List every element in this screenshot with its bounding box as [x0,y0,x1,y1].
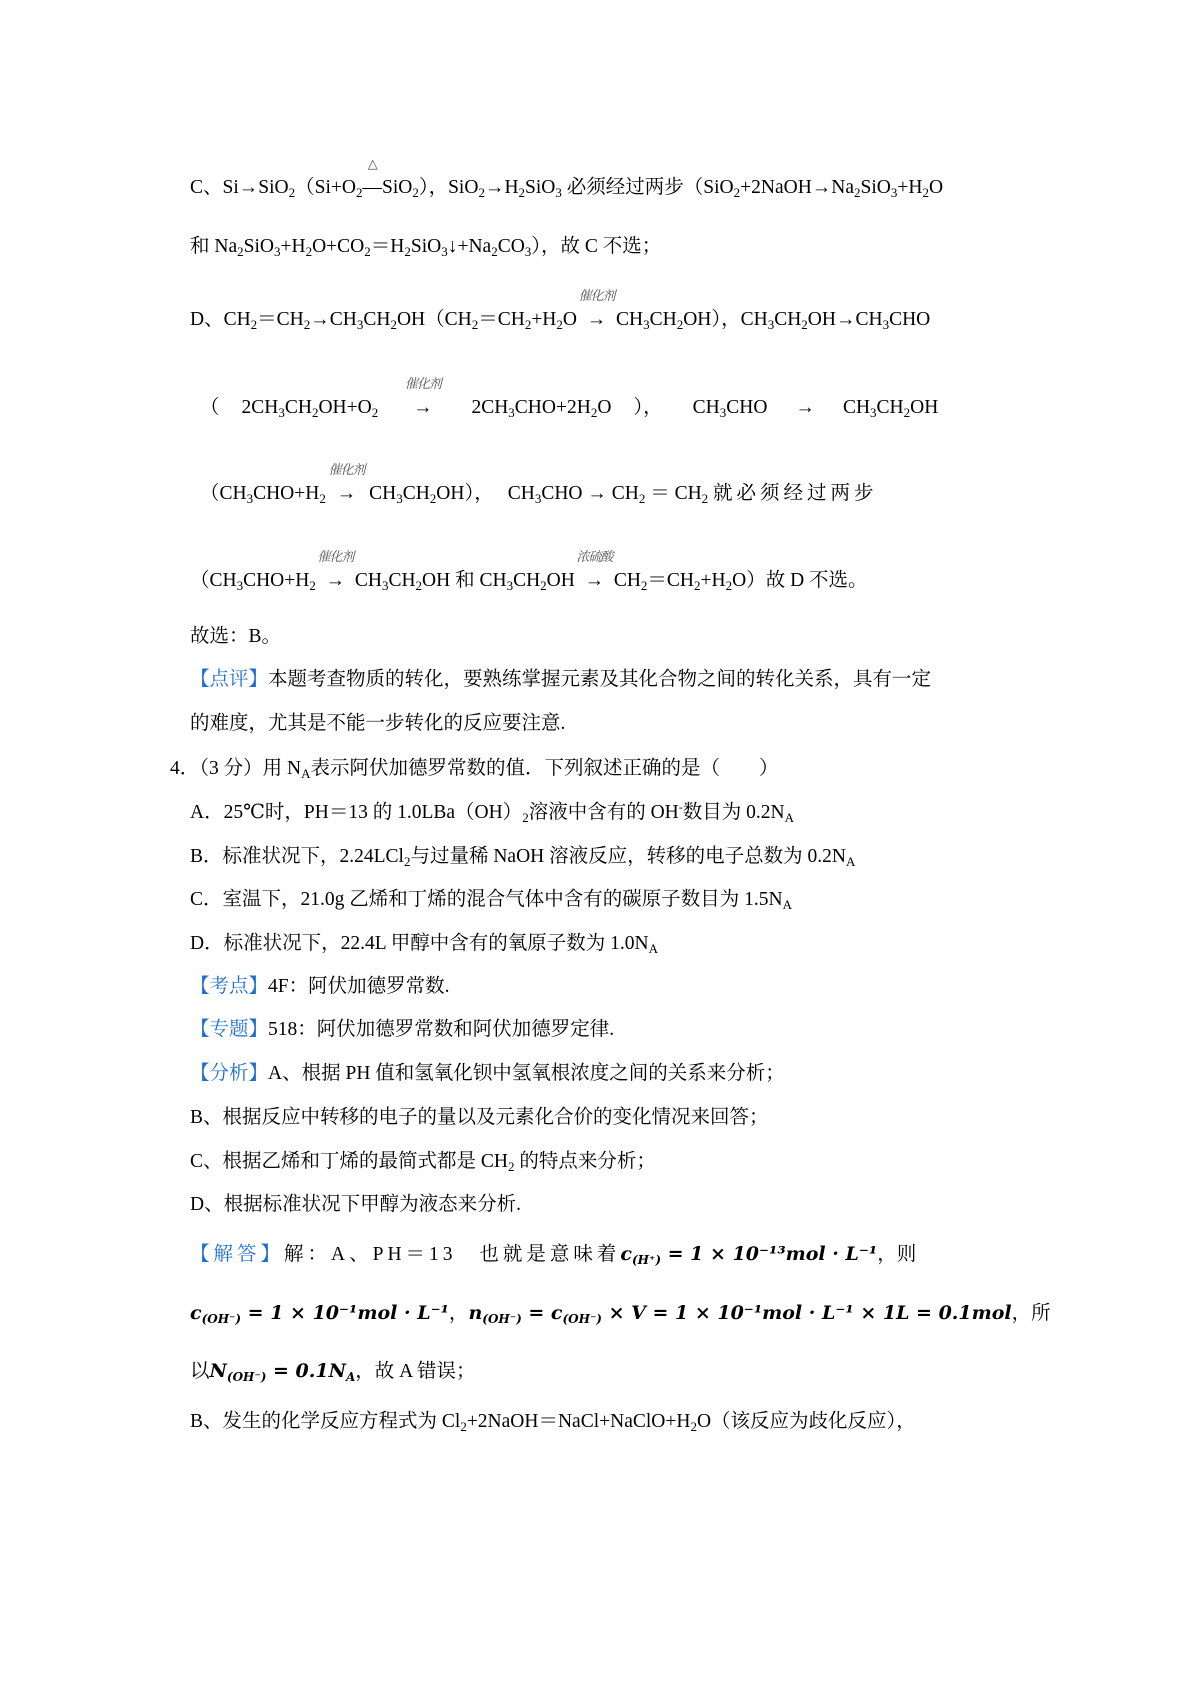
catalyst-label: 催化剂 [578,288,615,303]
question-4-stem: 4．（3 分）用 $N_A$表示阿伏加德罗常数的值．下列叙述正确的是（ ） [170,758,779,781]
fenxi-tag: 【分析】 [190,1063,269,1084]
option-d: D．标准状况下，22.4L 甲醇中含有的氧原子数为 $1.0N_A$ [190,933,658,956]
option-c: C．室温下，21.0g 乙烯和丁烯的混合气体中含有的碳原子数目为 $1.5N_A$ [190,889,792,912]
fenxi-line-3: C、根据乙烯和丁烯的最简式都是 $CH_2$ 的特点来分析； [190,1151,656,1174]
zhuanti: 【专题】518：阿伏加德罗常数和阿伏加德罗定律. [190,1019,615,1040]
formula-h-conc: $c_{(H^+)} = 1 \times 10^{-13}mol \cdot L^{-1}$ [620,1243,878,1267]
option-b: B．标准状况下，2.24LCl$_2$与过量稀 NaOH 溶液反应，转移的电子总数为 $0.2N_A$ [190,846,856,869]
solution-c-line-2: 和 $Na_2SiO_3+H_2O+CO_2=H_2SiO_3↓+Na_2CO_3$），故 C 不选； [190,236,662,259]
solution-c-line-1: C、$Si\to SiO_2(Si+O_2$ △ ―SiO$_2$），$SiO_2\to H_2SiO_3$ 必须经过两步（$SiO_2+2NaOH\to Na_2SiO_3+H_2O$ [190,176,943,200]
kaodian-tag: 【考点】 [190,976,269,997]
catalyst-label: 催化剂 [404,376,441,391]
formula-oh-moles: $n_{(OH^-)} = c_{(OH^-)} \times V = 1 \times 10^{-1}mol \cdot L^{-1} \times 1L = 0.1mol$ [468,1302,1012,1326]
fenxi-line-1: 【分析】A、根据 PH 值和氢氧化钡中氢氧根浓度之间的关系来分析； [190,1063,785,1084]
answer-choice: 故选：B。 [190,626,282,647]
zhuanti-tag: 【专题】 [190,1019,269,1040]
kaodian: 【考点】4F：阿伏加德罗常数. [190,976,450,997]
jieda-tag: 【解答】 [190,1244,285,1265]
formula-oh-number: $N_{(OH^-)} = 0.1N_A$ [209,1360,356,1384]
jieda-line-1: 【解答】解：A、PH＝13 也就是意味着$c_{(H^+)} = 1 \times 10^{-13}mol \cdot L^{-1}$，则 [190,1243,917,1267]
conc-sulfuric-label: 浓硫酸 [576,549,613,564]
fenxi-line-4: D、根据标准状况下甲醇为液态来分析. [190,1194,521,1215]
catalyst-label: 催化剂 [317,549,354,564]
jieda-line-3: 以$N_{(OH^-)} = 0.1N_A$，故 A 错误； [190,1360,476,1384]
comment-tag: 【点评】 [190,669,269,690]
formula-oh-conc: $c_{(OH^-)} = 1 \times 10^{-1}mol \cdot L^{-1}$ [190,1302,449,1326]
catalyst-label: 催化剂 [328,462,365,477]
fenxi-line-2: B、根据反应中转移的电子的量以及元素化合价的变化情况来回答； [190,1107,769,1128]
jieda-line-4: B、发生的化学反应方程式为 $Cl_2+2NaOH=NaCl+NaClO+H_2O$（该反应为歧化反应）， [190,1411,916,1434]
solution-d-line-2: （ $2CH_3CH_2OH+O_2$ → 催化剂 $2CH_3CHO+2H_2O$ ）， $CH_3CHO \to CH_3CH_2OH$ [200,396,938,420]
heat-symbol: △ [367,156,377,171]
solution-d-line-4: （$CH_3CHO+H_2$ → 催化剂 $CH_3CH_2OH$ 和 $CH_3CH_2OH$ → 浓硫酸 $CH_2=CH_2+H_2O$）故 D 不选。 [190,569,868,593]
jieda-line-2: $c_{(OH^-)} = 1 \times 10^{-1}mol \cdot L^{-1}$，$n_{(OH^-)} = c_{(OH^-)} \times V = 1 \times 10^{-1}mol \cdot L^{-1} \times 1L = 0.1mol$，所 [190,1302,1051,1326]
comment-line-1: 【点评】本题考查物质的转化，要熟练掌握元素及其化合物之间的转化关系，具有一定 [190,669,932,690]
option-a: A．25℃时，PH＝13 的 $1.0LBa(OH)_2$溶液中含有的 OH-数目为 $0.2N_A$ [190,800,794,825]
solution-d-line-3: （$CH_3CHO+H_2$ → 催化剂 $CH_3CH_2OH$）， $CH_3CHO \to CH_2 = CH_2$ 就必须经过两步 [200,482,878,506]
solution-d-line-1: D、$CH_2=CH_2\to CH_3CH_2OH(CH_2=CH_2+H_2O$ → 催化剂 $CH_3CH_2OH$），$CH_3CH_2OH\to CH_3CHO$ [190,308,930,332]
comment-line-2: 的难度，尤其是不能一步转化的反应要注意. [190,713,566,734]
